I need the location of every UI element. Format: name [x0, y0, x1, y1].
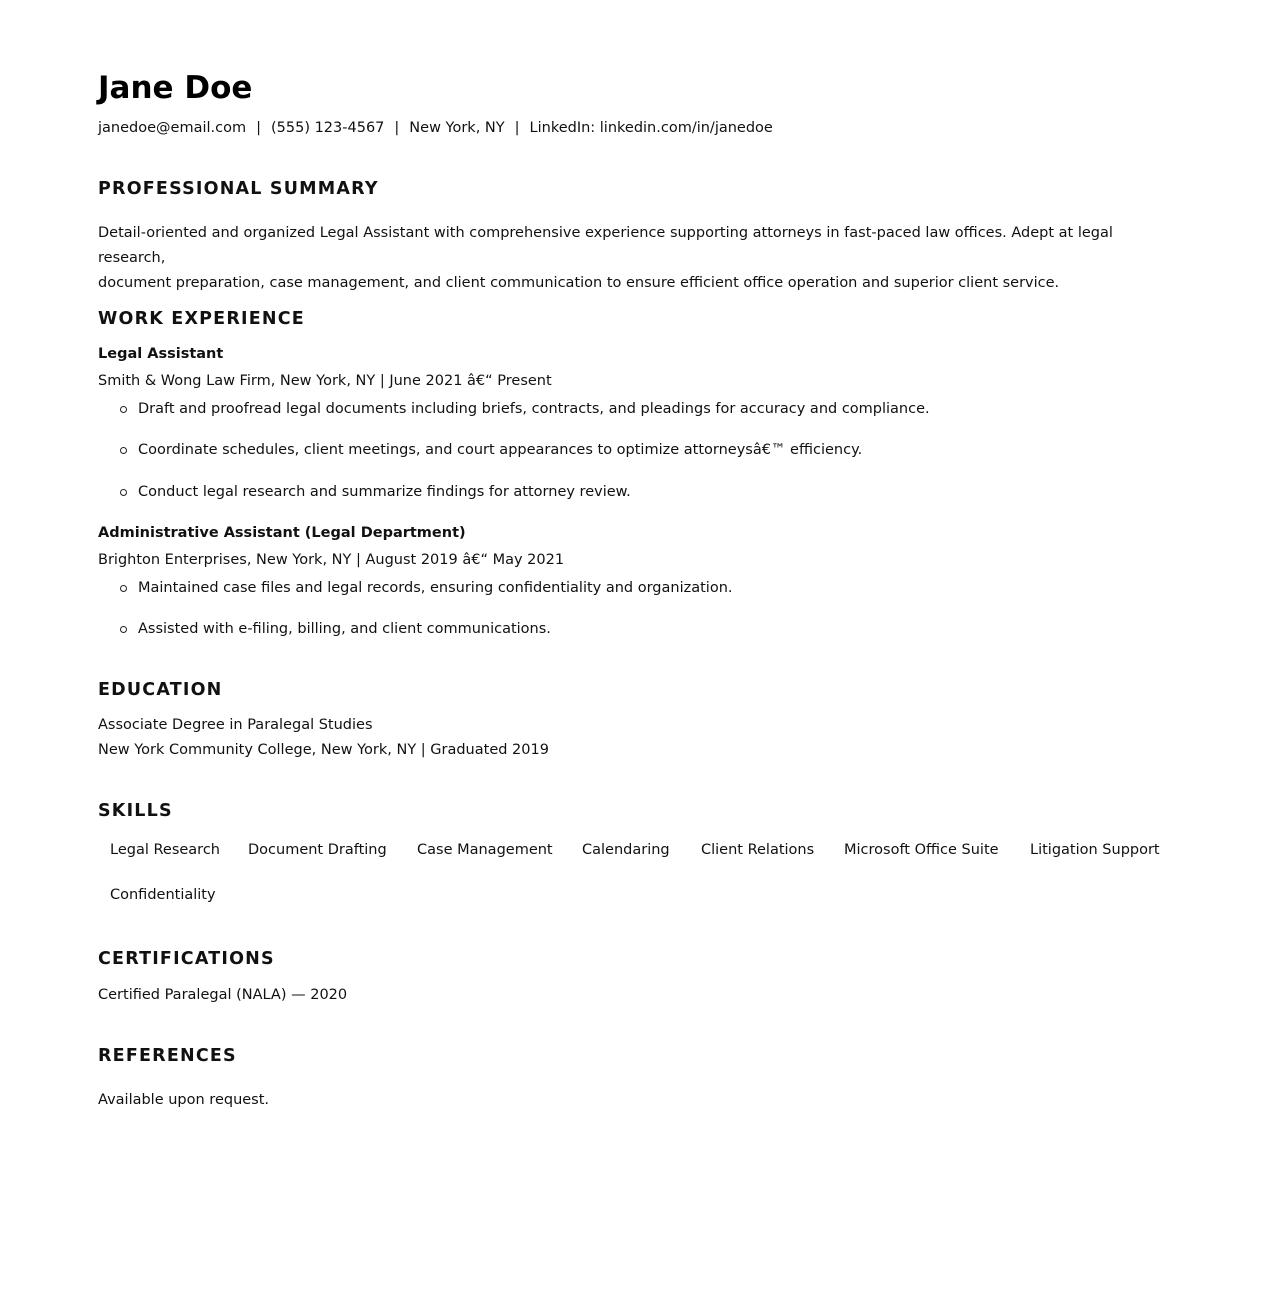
bullet-text: Coordinate schedules, client meetings, and court appearances to optimize attorneysâ€™ efficiency. — [138, 442, 863, 458]
skill-item: Client Relations — [701, 842, 815, 858]
skill-item: Legal Research — [110, 842, 220, 858]
skill-item: Litigation Support — [1030, 842, 1160, 858]
section-title-summary: PROFESSIONAL SUMMARY — [98, 179, 379, 199]
education-school: New York Community College, New York, NY | Graduated 2019 — [98, 742, 549, 758]
education-degree: Associate Degree in Paralegal Studies — [98, 717, 373, 733]
contact-phone: (555) 123-4567 — [270, 120, 385, 136]
summary-line: document preparation, case management, and client communication to ensure efficient office operation and superior client service. — [98, 275, 1060, 291]
contact-email: janedoe@email.com — [98, 120, 247, 136]
summary-line: Detail-oriented and organized Legal Assistant with comprehensive experience supporting attorneys in fast-paced law offices. Adept at legal research, — [98, 225, 1113, 266]
bullet-circle-icon — [120, 489, 127, 496]
bullet-circle-icon — [120, 585, 127, 592]
job-bullet — [120, 482, 631, 502]
section-title-certifications: CERTIFICATIONS — [98, 949, 275, 969]
skill-item: Case Management — [417, 842, 553, 858]
separator: | — [256, 120, 261, 136]
section-title-education: EDUCATION — [98, 680, 223, 700]
skill-item: Calendaring — [582, 842, 670, 858]
contact-line — [98, 118, 773, 138]
bullet-text: Draft and proofread legal documents including briefs, contracts, and pleadings for accuracy and compliance. — [138, 401, 930, 417]
summary-text — [98, 221, 1173, 296]
certification-item: Certified Paralegal (NALA) — 2020 — [98, 987, 348, 1003]
bullet-circle-icon — [120, 447, 127, 454]
skill-item: Microsoft Office Suite — [844, 842, 999, 858]
job-meta: Brighton Enterprises, New York, NY | August 2019 â€“ May 2021 — [98, 552, 565, 568]
job-bullet — [120, 578, 733, 598]
job-bullet — [120, 440, 862, 460]
bullet-text: Conduct legal research and summarize findings for attorney review. — [138, 484, 631, 500]
separator: | — [514, 120, 520, 136]
job-bullet — [120, 619, 551, 639]
section-title-references: REFERENCES — [98, 1046, 237, 1066]
job-title: Administrative Assistant (Legal Department) — [98, 525, 466, 541]
contact-linkedin: LinkedIn: linkedin.com/in/janedoe — [529, 120, 773, 136]
separator: | — [394, 120, 400, 136]
references-text: Available upon request. — [98, 1092, 270, 1108]
job-meta: Smith & Wong Law Firm, New York, NY | June 2021 â€“ Present — [98, 373, 552, 389]
section-title-experience: WORK EXPERIENCE — [98, 309, 305, 329]
bullet-text: Maintained case files and legal records, ensuring confidentiality and organization. — [138, 580, 733, 596]
candidate-name: Jane Doe — [98, 70, 253, 106]
job-bullet — [120, 399, 930, 419]
bullet-circle-icon — [120, 626, 127, 633]
skill-item: Confidentiality — [110, 887, 216, 903]
job-title: Legal Assistant — [98, 346, 224, 362]
contact-location: New York, NY — [409, 120, 505, 136]
bullet-text: Assisted with e-filing, billing, and client communications. — [138, 621, 551, 637]
section-title-skills: SKILLS — [98, 801, 173, 821]
bullet-circle-icon — [120, 406, 127, 413]
skill-item: Document Drafting — [248, 842, 387, 858]
